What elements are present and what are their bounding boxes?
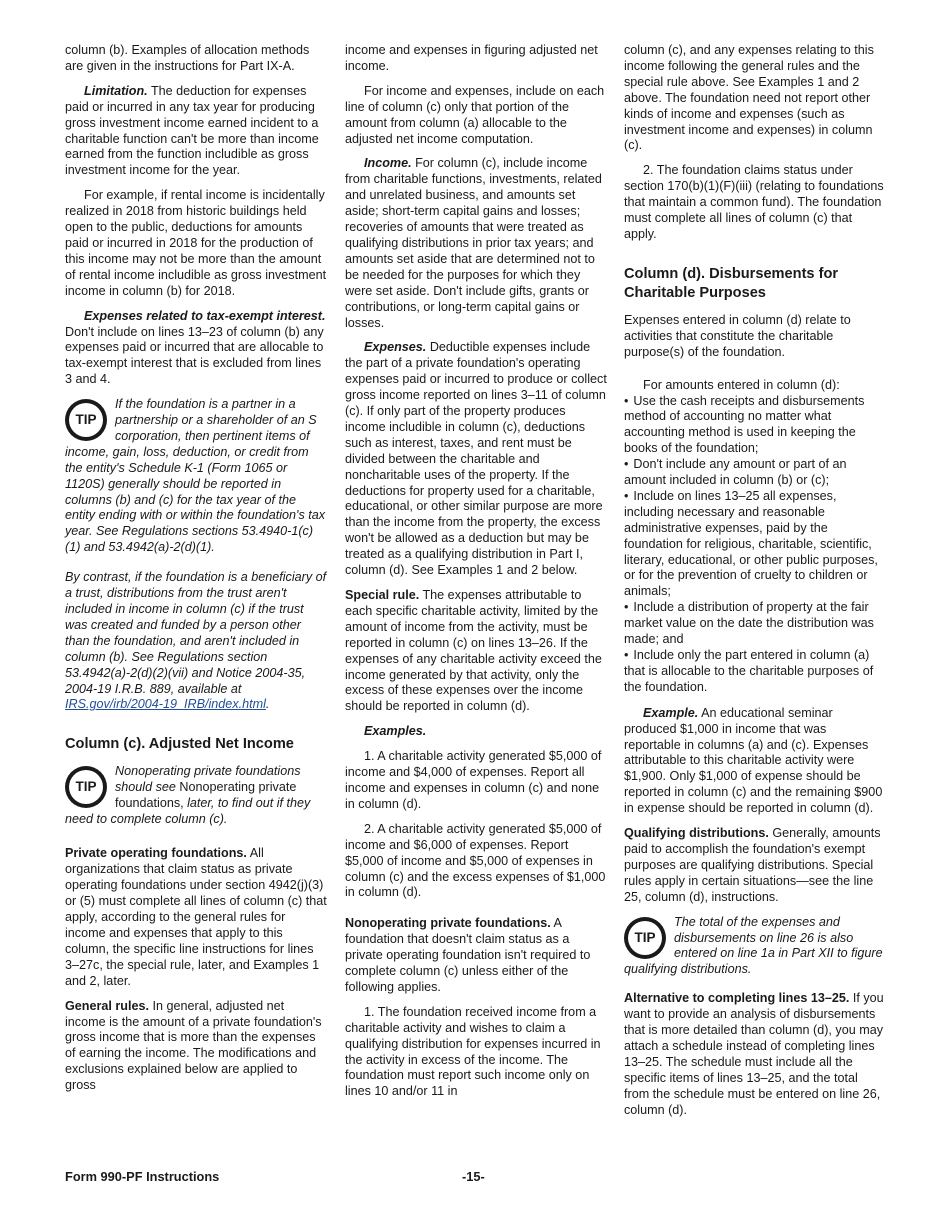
- paragraph: For income and expenses, include on each line of column (c) only that portion of the amount from column (a) allocable to the adjusted net income computation.: [345, 83, 605, 146]
- list-item: • Don't include any amount or part of an amount included in column (b) or (c);: [624, 457, 886, 489]
- paragraph: Expenses entered in column (d) relate to activities that constitute the charitable purpose(s) of the foundation.: [624, 312, 851, 359]
- nonoperating-item-1: 1. The foundation received income from a charitable activity and wishes to claim a qualifying distribution for expenses incurred in the activity in excess of the income. The foundation must report such income only on lines 10 and/or 11 in: [345, 1004, 601, 1099]
- paragraph-text: All organizations that claim status as private operating foundations under section 4942(j)(3) or (5) must complete all lines of column (c) that apply, according to the general rules for income and expenses that apply to this column, the specific line instructions for lines 3–27c, the special rule, later, and Examples 1 and 2, later.: [65, 846, 327, 988]
- paragraph-private-operating: [65, 846, 327, 989]
- page-number: -15-: [462, 1169, 485, 1184]
- paragraph-example: [624, 706, 886, 817]
- paragraph: column (b). Examples of allocation methods are given in the instructions for Part IX-A.: [65, 43, 310, 73]
- run-in-heading: Expenses related to tax-exempt interest.: [84, 308, 326, 323]
- run-in-heading: Income.: [364, 156, 412, 171]
- paragraph-text: An educational seminar produced $1,000 in income that was reportable in columns (a) and (c). Expenses attributable to this charitable activity were $1,900. Only $1,000 of expense should be reported in column (c) and the remaining $900 in expense should be reported in column (d).: [624, 705, 883, 816]
- tip-box: [65, 764, 327, 828]
- paragraph-limitation: [65, 84, 327, 179]
- paragraph-qualifying: [624, 826, 886, 906]
- paragraph: income and expenses in figuring adjusted net income.: [345, 43, 598, 73]
- paragraph-text: Generally, amounts paid to accomplish the foundation's exempt purposes are qualifying distributions. Special rules apply in certain situations—see the line 25, column (d), instructions.: [624, 826, 881, 904]
- paragraph-text: Don't include on lines 13–23 of column (b) any expenses paid or incurred that are allocable to tax-exempt interest that is excluded from lines 3 and 4.: [65, 324, 324, 387]
- paragraph-text: For column (c), include income from charitable functions, investments, related and unrelated business, and amounts set aside; short-term capital gains and losses; recoveries of amounts that were treated as qualifying distributions in prior tax years; and amounts set aside that are determined not to be needed for the purposes for which they were set aside. Don't include gifts, grants or contributions, or long-term capital gains or losses.: [345, 156, 602, 330]
- examples-heading: Examples.: [364, 724, 427, 739]
- paragraph-income: [345, 156, 607, 331]
- paragraph-text: The expenses attributable to each specific charitable activity, limited by the amount of income from the activity, must be reported in column (c) on lines 13–26. If the expenses of any charitable activity exceed the income generated by that activity, only the excess of these expenses over the income should be reported in column (d).: [345, 588, 602, 714]
- run-in-heading: Special rule.: [345, 588, 420, 602]
- paragraph-text: The deduction for expenses paid or incurred in any tax year for producing gross investment income earned incident to a charitable function can't be more than income earned from the function includible as gross investment income for the year.: [65, 83, 319, 178]
- run-in-heading: Limitation.: [84, 83, 148, 98]
- example-1: 1. A charitable activity generated $5,000 of income and $4,000 of expenses. Report all income and expenses in column (c) and none in column (d).: [345, 749, 602, 811]
- paragraph-text: Deductible expenses include the part of a private foundation's operating expenses paid or incurred to produce or collect gross income reported on lines 3–11 of column (c). If only part of the property produces income includible in column (c), deductions such as interest, taxes, and rent must be divided between the charitable and noncharitable uses of the property. If the deductions for property used for a charitable, educational, or other similar purpose are more than the income from the property, the excess won't be allowed as a deduction but may be treated as a qualifying distribution in Part I, column (d). See Examples 1 and 2 below.: [345, 340, 607, 578]
- paragraph: column (c), and any expenses relating to this income following the general rules and the special rule above. See Examples 1 and 2 above. The foundation need not report other kinds of income and expenses (such as investment income and expenses) in column (c).: [624, 43, 874, 153]
- tip-box: [65, 397, 327, 556]
- paragraph-nonoperating: [345, 916, 607, 996]
- run-in-heading: General rules.: [65, 998, 149, 1013]
- tip-reference: Nonoperating private foundations,: [115, 779, 297, 810]
- tip-icon: [624, 917, 666, 959]
- tip-icon: [65, 766, 107, 808]
- amounts-bullet-list: [624, 394, 886, 696]
- section-heading-column-c: Column (c). Adjusted Net Income: [65, 736, 294, 753]
- paragraph-tax-exempt: [65, 309, 327, 389]
- tip-text: later, to find out if they need to complete column (c).: [65, 795, 311, 826]
- tip-text: Nonoperating private foundations should see: [115, 763, 301, 794]
- run-in-heading: Example.: [643, 705, 699, 720]
- run-in-heading: Private operating foundations.: [65, 846, 247, 861]
- list-item: • Include on lines 13–25 all expenses, including necessary and reasonable administrative expenses, paid by the foundation for religious, charitable, scientific, literary, educational, or other public purposes, or for the prevention of cruelty to children or animals;: [624, 489, 886, 600]
- column-3: [624, 43, 886, 1127]
- paragraph-text: In general, adjusted net income is the amount of a private foundation's gross income that is more than the expenses of earning the income. The modifications and exclusions explained below are applied to gross: [65, 998, 322, 1093]
- tip-label: TIP: [628, 921, 662, 955]
- tip-label: TIP: [69, 770, 103, 804]
- run-in-heading: Alternative to completing lines 13–25.: [624, 991, 850, 1006]
- list-item: • Include only the part entered in column (a) that is allocable to the charitable purposes of the foundation.: [624, 648, 886, 696]
- example-2: 2. A charitable activity generated $5,000 of income and $6,000 of expenses. Report $5,000 of income and $5,000 of expenses in column (c) and the excess expenses of $1,000 in column (d).: [345, 821, 606, 900]
- column-2: [345, 43, 607, 1109]
- paragraph-text: If you want to provide an analysis of disbursements that is more detailed than column (d), you may attach a schedule instead of completing lines 13–25. The schedule must include all the specific items of lines 13–25, and the total from the schedule must be entered on line 26, column (d).: [624, 991, 884, 1117]
- paragraph-text: A foundation that doesn't claim status as a private operating foundation isn't required to complete column (c) unless either of the following applies.: [345, 916, 591, 994]
- paragraph-special-rule: [345, 588, 607, 715]
- paragraph-expenses: [345, 340, 607, 579]
- paragraph: For example, if rental income is incidentally realized in 2018 from historic buildings held open to the public, deductions for amounts paid or incurred in 2018 for the production of this income may not be more than the amount of rental income includible as gross investment income in column (b) for 2018.: [65, 188, 327, 298]
- column-1: [65, 43, 327, 1103]
- paragraph-alternative: [624, 991, 886, 1118]
- tip-box: [624, 915, 886, 979]
- run-in-heading: Nonoperating private foundations.: [345, 916, 551, 931]
- tip-icon: [65, 399, 107, 441]
- run-in-heading: Qualifying distributions.: [624, 826, 769, 841]
- irs-link[interactable]: IRS.gov/irb/2004-19_IRB/index.html: [65, 697, 266, 712]
- footer-form-title: Form 990-PF Instructions: [65, 1169, 220, 1184]
- paragraph: For amounts entered in column (d):: [643, 377, 840, 392]
- tip-continuation: [65, 570, 327, 713]
- tip-text: The total of the expenses and disbursements on line 26 is also entered on line 1a in Part XII to figure qualifying distributions.: [624, 914, 883, 977]
- section-heading-column-d: Column (d). Disbursements for Charitable Purposes: [624, 265, 839, 302]
- paragraph-general-rules: [65, 999, 327, 1094]
- tip-label: TIP: [69, 403, 103, 437]
- run-in-heading: Expenses.: [364, 340, 427, 355]
- punctuation: .: [265, 697, 270, 712]
- tip-text: By contrast, if the foundation is a beneficiary of a trust, distributions from the trust aren't included in income in column (c) if the trust was created and funded by a person other than the foundation, and aren't included in column (b). See Regulations section 53.4942(a)-2(d)(2)(vii) and Notice 2004-35, 2004-19 I.R.B. 889, available at: [65, 570, 327, 696]
- paragraph: 2. The foundation claims status under section 170(b)(1)(F)(iii) (relating to foundations that maintain a common fund). The foundation must complete all lines of column (c) that apply.: [624, 163, 884, 241]
- list-item: • Include a distribution of property at the fair market value on the date the distribution was made; and: [624, 600, 886, 648]
- list-item: • Use the cash receipts and disbursements method of accounting no matter what accounting method is used in keeping the books of the foundation;: [624, 394, 886, 458]
- tip-text: If the foundation is a partner in a partnership or a shareholder of an S corporation, then pertinent items of income, gain, loss, deduction, or credit from the entity's Schedule K-1 (Form 1065 or 1120S) generally should be reported in columns (b) and (c) for the tax year of the entity ending with or within the foundation's tax year. See Regulations sections 53.4940-1(c)(1) and 53.4942(a)-2(d)(1).: [65, 397, 326, 555]
